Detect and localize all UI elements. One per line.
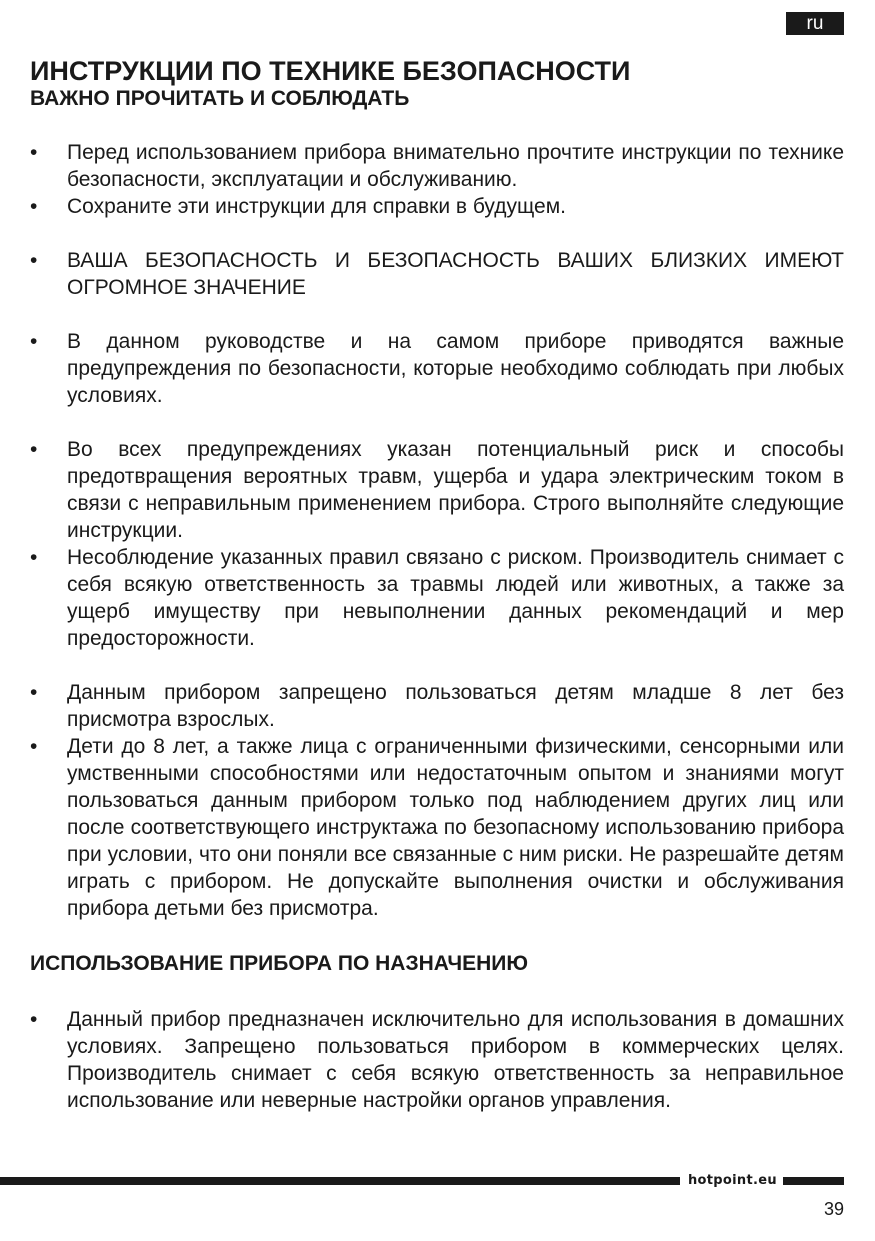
footer-divider-left (0, 1177, 680, 1185)
footer-brand: hotpoint.eu (688, 1173, 777, 1188)
list-item: • Данный прибор предназначен исключительно для использования в домашних условиях. Запрещено пользоваться прибором в коммерческих целях. Производитель снимает с себя всякую ответственность за неправильное использование или неверные настройки органов управления. (30, 1006, 844, 1114)
list-item: • Во всех предупреждениях указан потенциальный риск и способы предотвращения вероятных травм, ущерба и удара электрическим током в связи с неправильным применением прибора. Строго выполняйте следующие инструкции. (30, 436, 844, 544)
list-item: • В данном руководстве и на самом приборе приводятся важные предупреждения по безопасности, которые необходимо соблюдать при любых условиях. (30, 328, 844, 409)
safety-instructions-list (30, 139, 844, 922)
page-title: ИНСТРУКЦИИ ПО ТЕХНИКЕ БЕЗОПАСНОСТИ (30, 56, 631, 86)
intended-use-list (30, 1006, 844, 1114)
list-item: • Несоблюдение указанных правил связано с риском. Производитель снимает с себя всякую ответственность за травмы людей или животных, а также за ущерб имуществу при невыполнении данных рекомендаций и мер предосторожности. (30, 544, 844, 652)
list-item: • Сохраните эти инструкции для справки в будущем. (30, 193, 844, 220)
document-body (30, 56, 844, 1114)
language-badge: ru (786, 12, 844, 35)
page-subtitle: ВАЖНО ПРОЧИТАТЬ И СОБЛЮДАТЬ (30, 87, 410, 110)
section-title-intended-use: ИСПОЛЬЗОВАНИЕ ПРИБОРА ПО НАЗНАЧЕНИЮ (30, 952, 529, 975)
list-item: • Перед использованием прибора внимательно прочтите инструкции по технике безопасности, эксплуатации и обслуживанию. (30, 139, 844, 193)
list-item: • Дети до 8 лет, а также лица с ограниченными физическими, сенсорными или умственными способностями или недостаточным опытом и знаниями могут пользоваться данным прибором только под наблюдением других лиц или после соответствующего инструктажа по безопасному использованию прибора при условии, что они поняли все связанные с ним риски. Не разрешайте детям играть с прибором. Не допускайте выполнения очистки и обслуживания прибора детьми без присмотра. (30, 733, 844, 922)
list-item: • Данным прибором запрещено пользоваться детям младше 8 лет без присмотра взрослых. (30, 679, 844, 733)
footer-divider-right (783, 1177, 844, 1185)
page-number: 39 (823, 1199, 844, 1219)
list-item: • ВАША БЕЗОПАСНОСТЬ И БЕЗОПАСНОСТЬ ВАШИХ БЛИЗКИХ ИМЕЮТ ОГРОМНОЕ ЗНАЧЕНИЕ (30, 247, 844, 301)
